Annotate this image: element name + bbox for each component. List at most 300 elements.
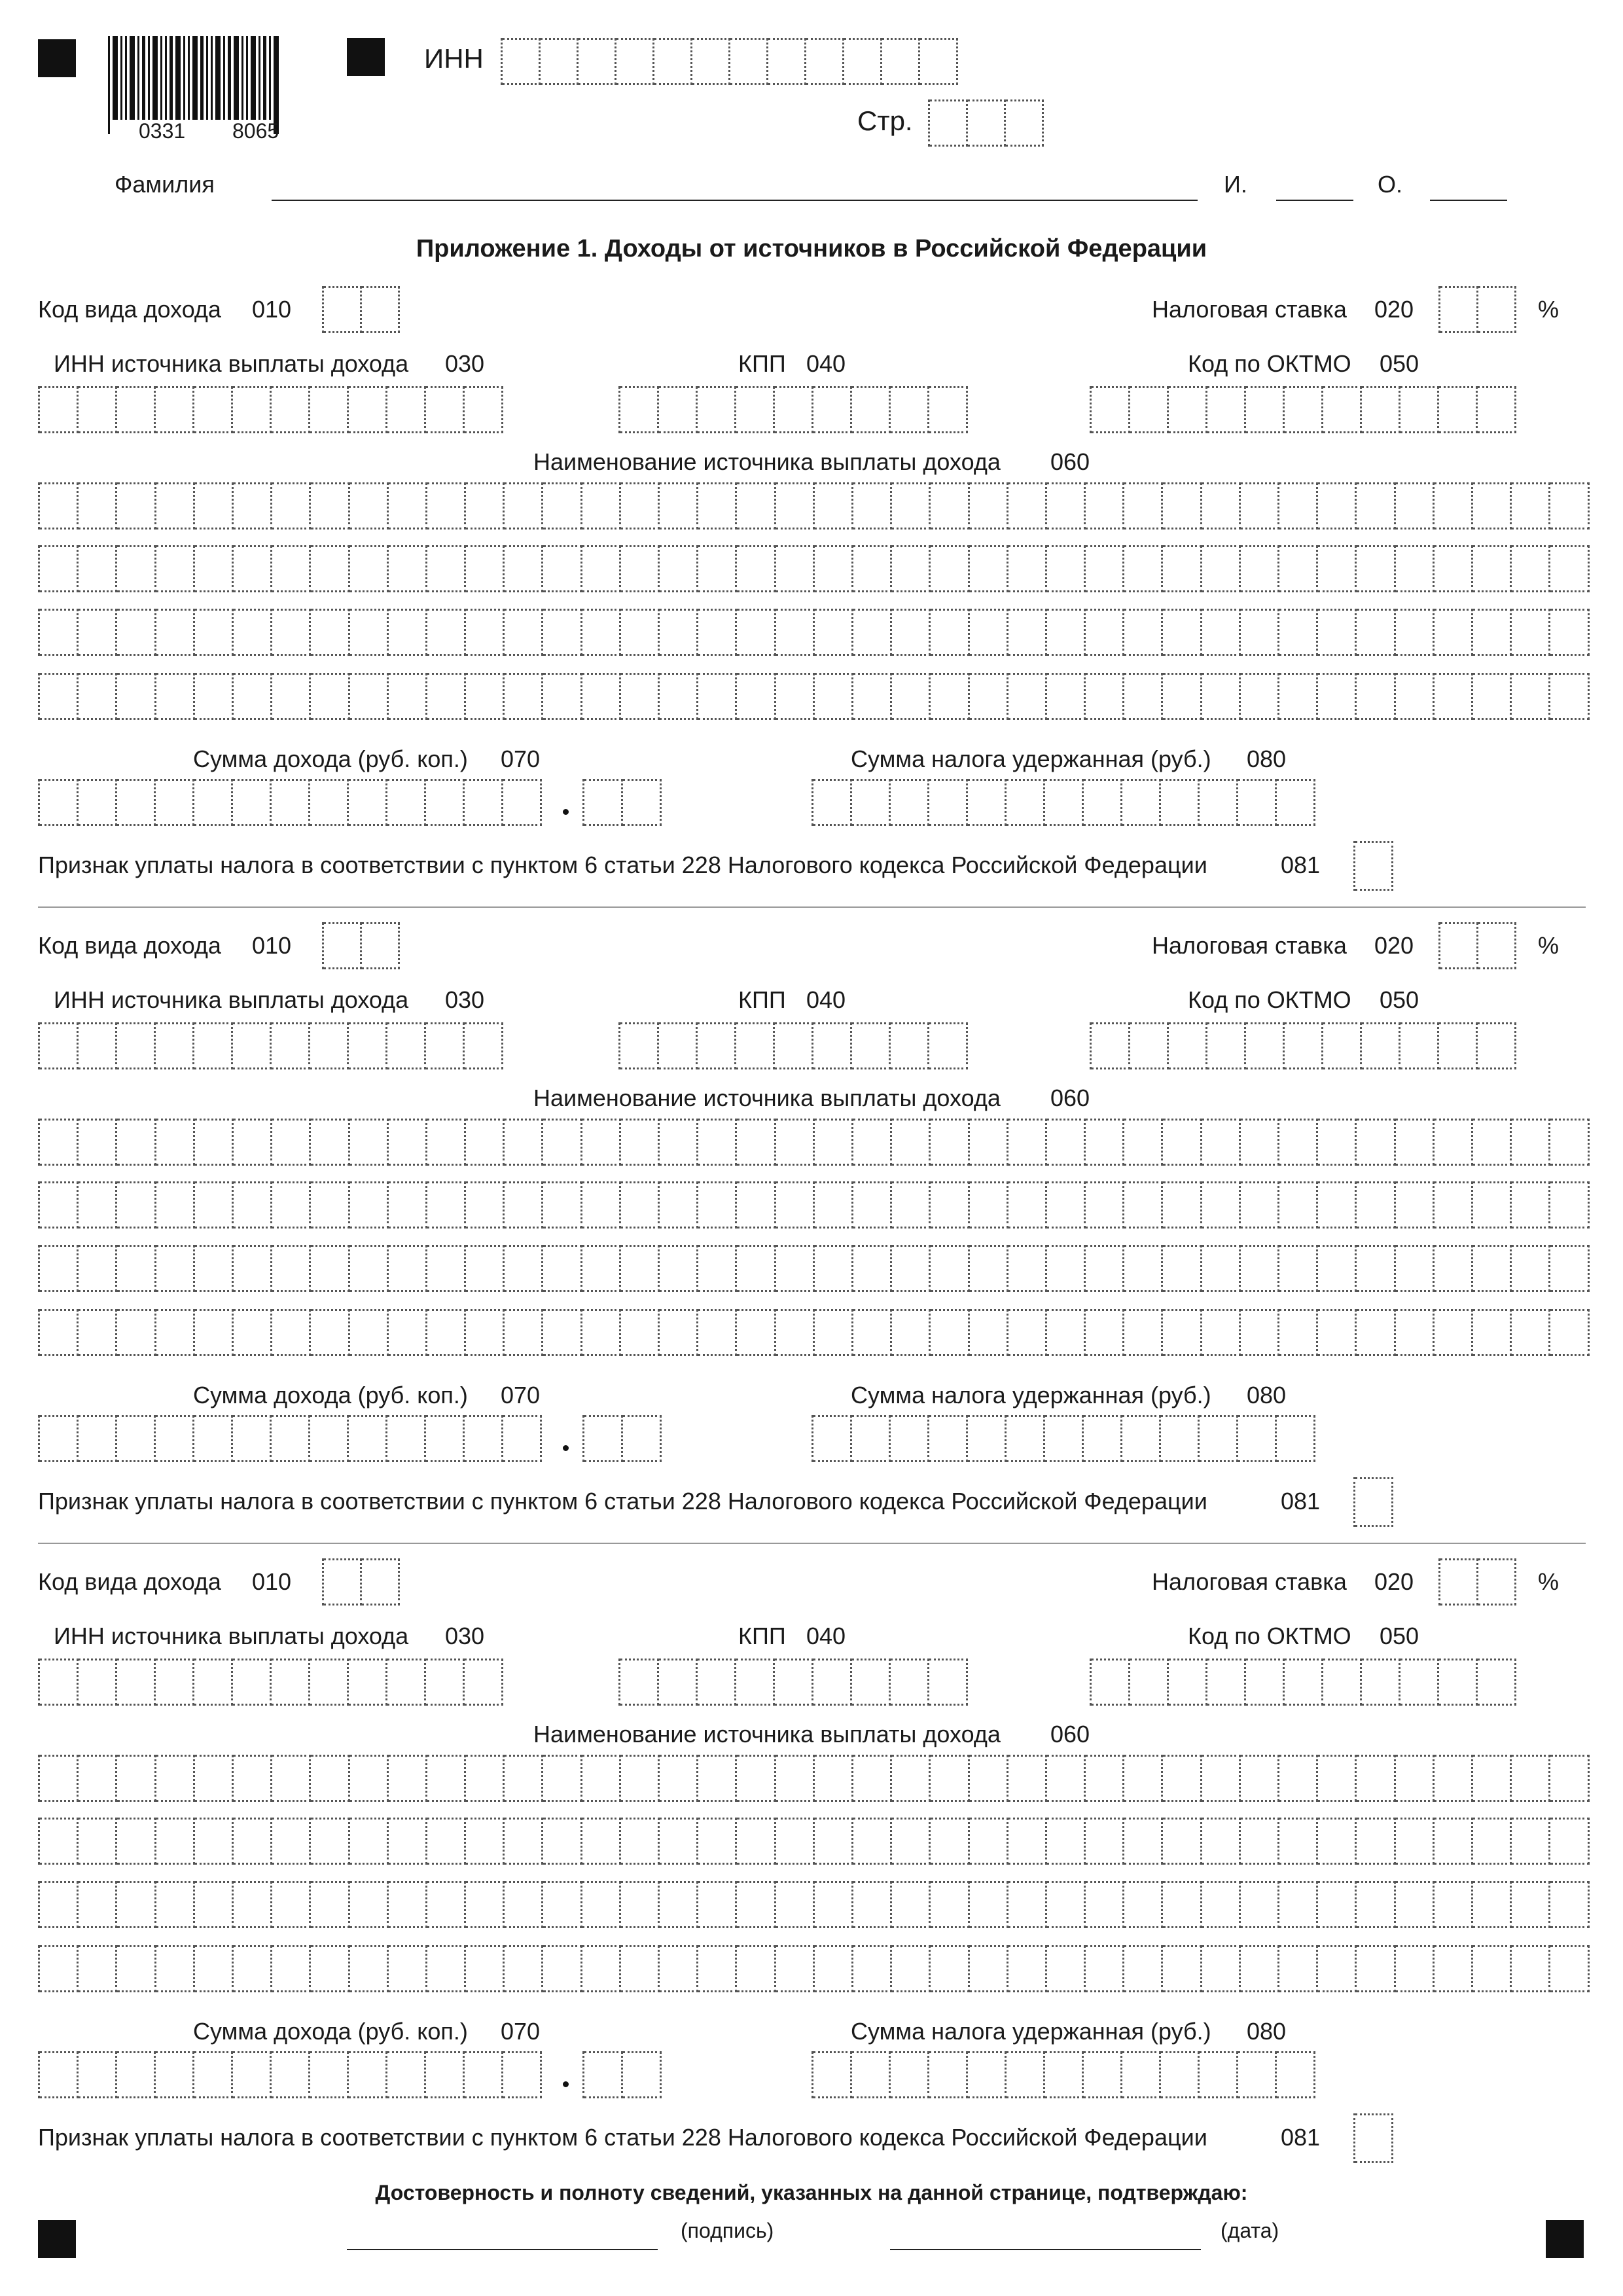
- input-cell[interactable]: [427, 1245, 466, 1292]
- input-cell[interactable]: [117, 609, 156, 656]
- input-cell[interactable]: [1318, 1755, 1357, 1802]
- input-cell[interactable]: [892, 1245, 931, 1292]
- input-cell[interactable]: [466, 1755, 505, 1802]
- input-cell[interactable]: [310, 386, 349, 433]
- input-cell[interactable]: [853, 1181, 892, 1229]
- input-cell[interactable]: [311, 609, 349, 656]
- input-cell[interactable]: [621, 1181, 660, 1229]
- input-cell[interactable]: [892, 609, 931, 656]
- input-cell[interactable]: [623, 1415, 662, 1462]
- input-cell[interactable]: [776, 1755, 815, 1802]
- input-cell[interactable]: [1400, 1022, 1439, 1069]
- input-cell[interactable]: [311, 482, 349, 529]
- input-cell[interactable]: [929, 2051, 968, 2098]
- input-cell[interactable]: [505, 1881, 543, 1928]
- input-cell[interactable]: [620, 1022, 659, 1069]
- input-cell[interactable]: [1396, 1755, 1435, 1802]
- oktmo-cells[interactable]: [1090, 1022, 1516, 1069]
- input-cell[interactable]: [660, 1309, 698, 1356]
- input-cell[interactable]: [1279, 1755, 1318, 1802]
- input-cell[interactable]: [931, 609, 969, 656]
- input-cell[interactable]: [970, 1881, 1008, 1928]
- input-cell[interactable]: [40, 1755, 79, 1802]
- input-cell[interactable]: [1163, 1119, 1202, 1166]
- input-cell[interactable]: [195, 1945, 234, 1992]
- input-cell[interactable]: [1473, 1818, 1512, 1865]
- input-cell[interactable]: [853, 1818, 892, 1865]
- input-cell[interactable]: [1047, 1309, 1086, 1356]
- input-cell[interactable]: [660, 1245, 698, 1292]
- input-cell[interactable]: [698, 386, 736, 433]
- input-cell[interactable]: [1047, 609, 1086, 656]
- source-name-cells-row-3[interactable]: [38, 1881, 1590, 1928]
- input-cell[interactable]: [1047, 673, 1086, 720]
- input-cell[interactable]: [1161, 2051, 1200, 2098]
- input-cell[interactable]: [272, 1119, 311, 1166]
- input-cell[interactable]: [698, 482, 737, 529]
- input-cell[interactable]: [1047, 1755, 1086, 1802]
- input-cell[interactable]: [310, 1022, 349, 1069]
- input-cell[interactable]: [776, 1119, 815, 1166]
- input-cell[interactable]: [466, 482, 505, 529]
- input-cell[interactable]: [1130, 1022, 1169, 1069]
- input-cell[interactable]: [1238, 779, 1277, 826]
- input-cell[interactable]: [815, 609, 853, 656]
- initial-first-line[interactable]: [1276, 200, 1353, 201]
- input-cell[interactable]: [1396, 1945, 1435, 1992]
- input-cell[interactable]: [1086, 1881, 1124, 1928]
- input-cell[interactable]: [1008, 1309, 1047, 1356]
- input-cell[interactable]: [1478, 922, 1516, 969]
- kpp-cells[interactable]: [618, 1659, 968, 1706]
- input-cell[interactable]: [1512, 545, 1550, 592]
- input-cell[interactable]: [1439, 386, 1478, 433]
- input-cell[interactable]: [931, 1818, 969, 1865]
- input-cell[interactable]: [1007, 2051, 1045, 2098]
- input-cell[interactable]: [195, 1245, 234, 1292]
- input-cell[interactable]: [582, 1309, 621, 1356]
- input-cell[interactable]: [1318, 1881, 1357, 1928]
- input-cell[interactable]: [1512, 1755, 1550, 1802]
- input-cell[interactable]: [776, 1309, 815, 1356]
- input-cell[interactable]: [813, 1659, 852, 1706]
- input-cell[interactable]: [1169, 1659, 1207, 1706]
- surname-line[interactable]: [272, 200, 1198, 201]
- input-cell[interactable]: [1241, 1755, 1279, 1802]
- input-cell[interactable]: [1512, 1945, 1550, 1992]
- input-cell[interactable]: [970, 1245, 1008, 1292]
- input-cell[interactable]: [815, 545, 853, 592]
- input-cell[interactable]: [891, 2051, 929, 2098]
- source-name-cells-row-1[interactable]: [38, 1755, 1590, 1802]
- input-cell[interactable]: [776, 1881, 815, 1928]
- input-cell[interactable]: [1092, 386, 1130, 433]
- input-cell[interactable]: [659, 1659, 698, 1706]
- input-cell[interactable]: [970, 673, 1008, 720]
- input-cell[interactable]: [389, 1881, 427, 1928]
- input-cell[interactable]: [621, 1245, 660, 1292]
- input-cell[interactable]: [272, 1181, 311, 1229]
- input-cell[interactable]: [929, 779, 968, 826]
- source-name-cells-row-4[interactable]: [38, 1309, 1590, 1356]
- input-cell[interactable]: [272, 1659, 310, 1706]
- input-cell[interactable]: [272, 1415, 310, 1462]
- input-cell[interactable]: [40, 673, 79, 720]
- input-cell[interactable]: [311, 545, 349, 592]
- input-cell[interactable]: [815, 1945, 853, 1992]
- input-cell[interactable]: [543, 545, 582, 592]
- input-cell[interactable]: [1163, 673, 1202, 720]
- input-cell[interactable]: [931, 673, 969, 720]
- input-cell[interactable]: [1550, 1119, 1589, 1166]
- input-cell[interactable]: [272, 1945, 311, 1992]
- input-cell[interactable]: [427, 1119, 466, 1166]
- input-cell[interactable]: [1512, 1309, 1550, 1356]
- input-cell[interactable]: [737, 609, 776, 656]
- input-cell[interactable]: [117, 1309, 156, 1356]
- input-cell[interactable]: [195, 545, 234, 592]
- input-cell[interactable]: [815, 1309, 853, 1356]
- input-cell[interactable]: [1279, 1309, 1318, 1356]
- input-cell[interactable]: [543, 1119, 582, 1166]
- input-cell[interactable]: [929, 386, 968, 433]
- input-cell[interactable]: [350, 1818, 389, 1865]
- input-cell[interactable]: [1238, 2051, 1277, 2098]
- input-cell[interactable]: [362, 1558, 400, 1605]
- input-cell[interactable]: [117, 2051, 156, 2098]
- input-cell[interactable]: [1008, 1881, 1047, 1928]
- input-cell[interactable]: [1008, 1818, 1047, 1865]
- input-cell[interactable]: [1512, 673, 1550, 720]
- input-cell[interactable]: [660, 545, 698, 592]
- input-cell[interactable]: [389, 673, 427, 720]
- input-cell[interactable]: [1478, 1558, 1516, 1605]
- input-cell[interactable]: [350, 482, 389, 529]
- input-cell[interactable]: [621, 1881, 660, 1928]
- input-cell[interactable]: [1163, 1309, 1202, 1356]
- input-cell[interactable]: [1285, 1659, 1323, 1706]
- input-cell[interactable]: [1362, 386, 1400, 433]
- input-cell[interactable]: [698, 1245, 737, 1292]
- input-cell[interactable]: [427, 1755, 466, 1802]
- input-cell[interactable]: [892, 1818, 931, 1865]
- input-cell[interactable]: [503, 38, 541, 85]
- input-cell[interactable]: [1202, 673, 1241, 720]
- input-cell[interactable]: [1550, 482, 1589, 529]
- input-cell[interactable]: [1122, 1415, 1161, 1462]
- input-cell[interactable]: [1435, 1181, 1473, 1229]
- input-cell[interactable]: [1285, 386, 1323, 433]
- input-cell[interactable]: [310, 1415, 349, 1462]
- input-cell[interactable]: [272, 1022, 310, 1069]
- input-cell[interactable]: [40, 1415, 79, 1462]
- input-cell[interactable]: [466, 545, 505, 592]
- input-cell[interactable]: [465, 1022, 503, 1069]
- input-cell[interactable]: [195, 482, 234, 529]
- input-cell[interactable]: [698, 1181, 737, 1229]
- input-cell[interactable]: [852, 1022, 891, 1069]
- input-cell[interactable]: [40, 2051, 79, 2098]
- input-cell[interactable]: [272, 545, 311, 592]
- input-cell[interactable]: [505, 1309, 543, 1356]
- input-cell[interactable]: [350, 1881, 389, 1928]
- input-cell[interactable]: [543, 1755, 582, 1802]
- input-cell[interactable]: [387, 779, 426, 826]
- input-cell[interactable]: [1439, 1659, 1478, 1706]
- input-cell[interactable]: [931, 545, 969, 592]
- input-cell[interactable]: [40, 482, 79, 529]
- payment-flag-cell[interactable]: [1353, 841, 1393, 891]
- input-cell[interactable]: [1086, 1119, 1124, 1166]
- input-cell[interactable]: [79, 1119, 117, 1166]
- input-cell[interactable]: [350, 1755, 389, 1802]
- input-cell[interactable]: [621, 1945, 660, 1992]
- input-cell[interactable]: [1285, 1022, 1323, 1069]
- input-cell[interactable]: [387, 1022, 426, 1069]
- input-cell[interactable]: [1207, 386, 1246, 433]
- input-cell[interactable]: [1124, 1881, 1163, 1928]
- input-cell[interactable]: [387, 1659, 426, 1706]
- input-cell[interactable]: [1200, 1415, 1238, 1462]
- input-cell[interactable]: [40, 1818, 79, 1865]
- input-cell[interactable]: [234, 609, 272, 656]
- input-cell[interactable]: [541, 38, 579, 85]
- input-cell[interactable]: [1124, 482, 1163, 529]
- input-cell[interactable]: [815, 482, 853, 529]
- input-cell[interactable]: [1241, 1881, 1279, 1928]
- input-cell[interactable]: [117, 1181, 156, 1229]
- input-cell[interactable]: [195, 1181, 234, 1229]
- input-cell[interactable]: [737, 545, 776, 592]
- input-cell[interactable]: [1279, 1119, 1318, 1166]
- input-cell[interactable]: [195, 673, 234, 720]
- input-cell[interactable]: [505, 545, 543, 592]
- input-cell[interactable]: [1008, 545, 1047, 592]
- input-cell[interactable]: [117, 1245, 156, 1292]
- input-cell[interactable]: [117, 482, 156, 529]
- input-cell[interactable]: [737, 673, 776, 720]
- input-cell[interactable]: [1435, 1881, 1473, 1928]
- page-number-cells[interactable]: [928, 99, 1044, 147]
- input-cell[interactable]: [1086, 673, 1124, 720]
- input-cell[interactable]: [1279, 609, 1318, 656]
- input-cell[interactable]: [79, 1415, 117, 1462]
- income-code-cells[interactable]: [322, 922, 400, 969]
- input-cell[interactable]: [1435, 482, 1473, 529]
- input-cell[interactable]: [156, 2051, 194, 2098]
- input-cell[interactable]: [660, 1881, 698, 1928]
- input-cell[interactable]: [1202, 1945, 1241, 1992]
- input-cell[interactable]: [582, 673, 621, 720]
- input-cell[interactable]: [1202, 1119, 1241, 1166]
- input-cell[interactable]: [1202, 482, 1241, 529]
- input-cell[interactable]: [79, 545, 117, 592]
- input-cell[interactable]: [620, 1659, 659, 1706]
- input-cell[interactable]: [1246, 386, 1285, 433]
- input-cell[interactable]: [968, 99, 1006, 147]
- input-cell[interactable]: [853, 545, 892, 592]
- input-cell[interactable]: [1200, 779, 1238, 826]
- input-cell[interactable]: [389, 1945, 427, 1992]
- input-cell[interactable]: [929, 1659, 968, 1706]
- input-cell[interactable]: [233, 1659, 272, 1706]
- input-cell[interactable]: [775, 386, 813, 433]
- input-cell[interactable]: [1357, 1818, 1395, 1865]
- input-cell[interactable]: [505, 609, 543, 656]
- input-cell[interactable]: [698, 609, 737, 656]
- tax-rate-cells[interactable]: [1438, 286, 1516, 333]
- input-cell[interactable]: [466, 1881, 505, 1928]
- input-cell[interactable]: [156, 386, 194, 433]
- input-cell[interactable]: [1396, 1245, 1435, 1292]
- input-cell[interactable]: [1550, 1881, 1589, 1928]
- input-cell[interactable]: [350, 1119, 389, 1166]
- input-cell[interactable]: [730, 38, 768, 85]
- input-cell[interactable]: [40, 1022, 79, 1069]
- income-sum-rub-cells[interactable]: [38, 1415, 542, 1462]
- input-cell[interactable]: [543, 609, 582, 656]
- input-cell[interactable]: [505, 1245, 543, 1292]
- input-cell[interactable]: [387, 2051, 426, 2098]
- input-cell[interactable]: [1396, 1818, 1435, 1865]
- input-cell[interactable]: [79, 1755, 117, 1802]
- input-cell[interactable]: [40, 1659, 79, 1706]
- initial-patronymic-line[interactable]: [1430, 200, 1507, 201]
- input-cell[interactable]: [776, 1245, 815, 1292]
- input-cell[interactable]: [1047, 545, 1086, 592]
- input-cell[interactable]: [234, 1755, 272, 1802]
- input-cell[interactable]: [660, 1119, 698, 1166]
- input-cell[interactable]: [1084, 2051, 1122, 2098]
- input-cell[interactable]: [426, 1415, 465, 1462]
- input-cell[interactable]: [621, 1755, 660, 1802]
- input-cell[interactable]: [1362, 1659, 1400, 1706]
- input-cell[interactable]: [310, 2051, 349, 2098]
- input-cell[interactable]: [844, 38, 882, 85]
- input-cell[interactable]: [1279, 673, 1318, 720]
- input-cell[interactable]: [1241, 673, 1279, 720]
- input-cell[interactable]: [79, 1945, 117, 1992]
- input-cell[interactable]: [970, 1119, 1008, 1166]
- input-cell[interactable]: [1279, 482, 1318, 529]
- input-cell[interactable]: [505, 482, 543, 529]
- input-cell[interactable]: [891, 779, 929, 826]
- input-cell[interactable]: [505, 673, 543, 720]
- input-cell[interactable]: [156, 1181, 195, 1229]
- input-cell[interactable]: [1241, 1119, 1279, 1166]
- input-cell[interactable]: [1439, 1022, 1478, 1069]
- input-cell[interactable]: [1279, 545, 1318, 592]
- input-cell[interactable]: [1163, 545, 1202, 592]
- income-sum-kop-cells[interactable]: [582, 779, 662, 826]
- input-cell[interactable]: [892, 1181, 931, 1229]
- input-cell[interactable]: [621, 673, 660, 720]
- input-cell[interactable]: [582, 609, 621, 656]
- input-cell[interactable]: [1435, 609, 1473, 656]
- input-cell[interactable]: [660, 482, 698, 529]
- input-cell[interactable]: [389, 1818, 427, 1865]
- payment-flag-cell[interactable]: [1353, 2113, 1393, 2163]
- input-cell[interactable]: [1357, 1245, 1395, 1292]
- input-cell[interactable]: [698, 1659, 736, 1706]
- input-cell[interactable]: [616, 38, 654, 85]
- input-cell[interactable]: [1163, 1881, 1202, 1928]
- input-cell[interactable]: [891, 1022, 929, 1069]
- input-cell[interactable]: [1318, 545, 1357, 592]
- input-cell[interactable]: [426, 2051, 465, 2098]
- tax-withheld-cells[interactable]: [812, 1415, 1315, 1462]
- input-cell[interactable]: [234, 673, 272, 720]
- input-cell[interactable]: [1124, 1245, 1163, 1292]
- input-cell[interactable]: [195, 1881, 234, 1928]
- input-cell[interactable]: [543, 1945, 582, 1992]
- input-cell[interactable]: [775, 1022, 813, 1069]
- input-cell[interactable]: [623, 779, 662, 826]
- input-cell[interactable]: [1357, 609, 1395, 656]
- input-cell[interactable]: [1246, 1659, 1285, 1706]
- input-cell[interactable]: [582, 1881, 621, 1928]
- input-cell[interactable]: [79, 1881, 117, 1928]
- input-cell[interactable]: [349, 1659, 387, 1706]
- input-cell[interactable]: [621, 1309, 660, 1356]
- input-cell[interactable]: [1435, 1119, 1473, 1166]
- input-cell[interactable]: [970, 1755, 1008, 1802]
- input-cell[interactable]: [387, 1415, 426, 1462]
- input-cell[interactable]: [1473, 1755, 1512, 1802]
- input-cell[interactable]: [117, 1818, 156, 1865]
- source-inn-cells[interactable]: [38, 1659, 503, 1706]
- input-cell[interactable]: [466, 1245, 505, 1292]
- source-name-cells-row-3[interactable]: [38, 609, 1590, 656]
- input-cell[interactable]: [311, 1755, 349, 1802]
- input-cell[interactable]: [584, 2051, 623, 2098]
- input-cell[interactable]: [815, 1818, 853, 1865]
- input-cell[interactable]: [503, 2051, 542, 2098]
- input-cell[interactable]: [1318, 1245, 1357, 1292]
- input-cell[interactable]: [698, 545, 737, 592]
- input-cell[interactable]: [1202, 1245, 1241, 1292]
- input-cell[interactable]: [892, 673, 931, 720]
- source-name-cells-row-4[interactable]: [38, 673, 1590, 720]
- input-cell[interactable]: [349, 386, 387, 433]
- input-cell[interactable]: [156, 1022, 194, 1069]
- input-cell[interactable]: [1279, 1245, 1318, 1292]
- input-cell[interactable]: [195, 1119, 234, 1166]
- input-cell[interactable]: [234, 1309, 272, 1356]
- input-cell[interactable]: [465, 779, 503, 826]
- input-cell[interactable]: [79, 1309, 117, 1356]
- input-cell[interactable]: [1396, 1181, 1435, 1229]
- input-cell[interactable]: [660, 673, 698, 720]
- input-cell[interactable]: [350, 545, 389, 592]
- input-cell[interactable]: [1318, 1945, 1357, 1992]
- input-cell[interactable]: [40, 1181, 79, 1229]
- input-cell[interactable]: [776, 1945, 815, 1992]
- input-cell[interactable]: [234, 1945, 272, 1992]
- input-cell[interactable]: [1512, 1881, 1550, 1928]
- input-cell[interactable]: [79, 1659, 117, 1706]
- input-cell[interactable]: [931, 1119, 969, 1166]
- input-cell[interactable]: [427, 482, 466, 529]
- input-cell[interactable]: [1008, 673, 1047, 720]
- input-cell[interactable]: [1473, 1945, 1512, 1992]
- input-cell[interactable]: [1086, 1818, 1124, 1865]
- input-cell[interactable]: [349, 1022, 387, 1069]
- input-cell[interactable]: [350, 1945, 389, 1992]
- kpp-cells[interactable]: [618, 1022, 968, 1069]
- input-cell[interactable]: [1008, 1755, 1047, 1802]
- input-cell[interactable]: [40, 609, 79, 656]
